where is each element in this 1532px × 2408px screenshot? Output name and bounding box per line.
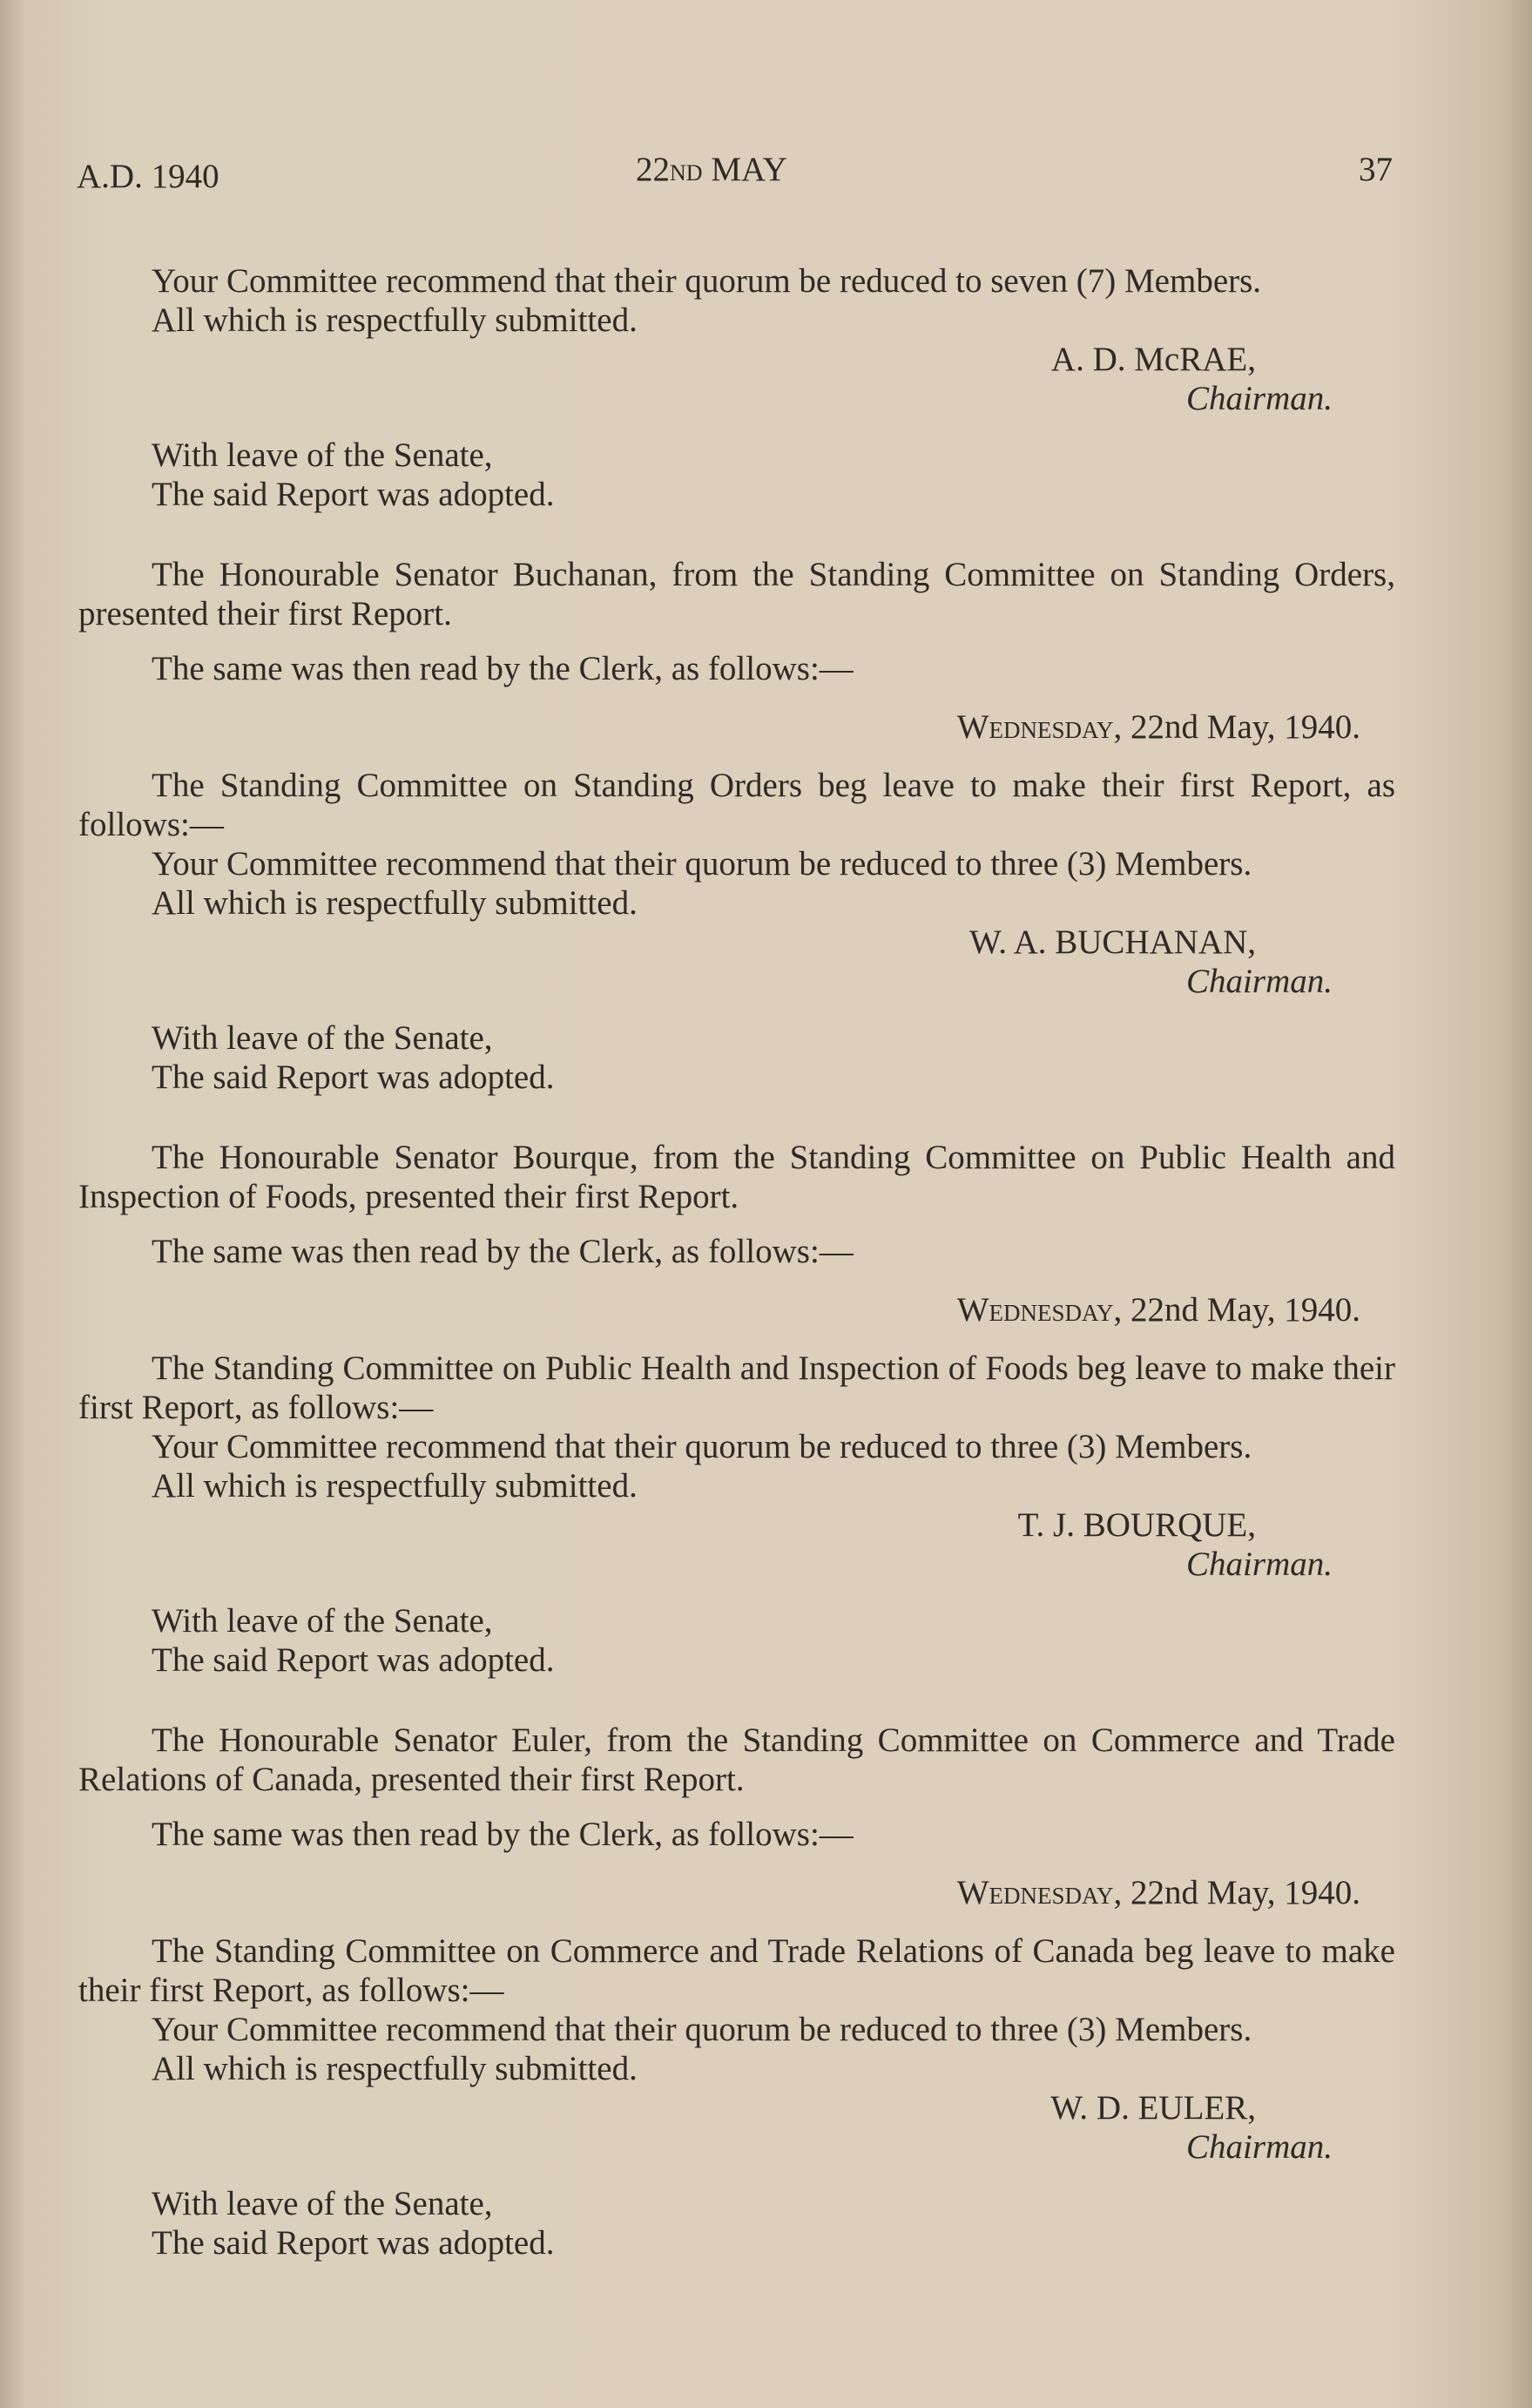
header-date xyxy=(636,150,787,189)
signer-role: Chairman. xyxy=(1186,380,1333,417)
submitted-line: All which is respectfully submitted. xyxy=(152,2050,638,2087)
adopted-line: The said Report was adopted. xyxy=(152,1641,555,1679)
header-date-month: MAY xyxy=(702,151,787,188)
signer-role: Chairman. xyxy=(1186,1546,1333,1583)
header-date-day: 22 xyxy=(636,151,670,188)
adopted-line: The said Report was adopted. xyxy=(152,1059,555,1096)
intro-paragraph: The Honourable Senator Buchanan, from the Standing Committee on Standing Orders, presented their first Report. xyxy=(78,556,1395,632)
leave-line: With leave of the Senate, xyxy=(152,2185,493,2222)
quorum-paragraph: Your Committee recommend that their quorum be reduced to seven (7) Members. xyxy=(152,262,1262,300)
report-paragraph: The Standing Committee on Standing Orders beg leave to make their first Report, as follows:— xyxy=(78,767,1395,843)
adopted-line: The said Report was adopted. xyxy=(152,2224,555,2262)
dateline-day: Wednesday, xyxy=(956,1291,1123,1329)
dateline-day: Wednesday, xyxy=(956,708,1123,746)
header-date-suffix: ND xyxy=(670,160,703,186)
signer-name: W. D. EULER, xyxy=(1050,2089,1256,2127)
report-block-mcrae xyxy=(78,261,1395,514)
report-block-euler xyxy=(78,1721,1395,2263)
signer-role: Chairman. xyxy=(1186,2128,1333,2166)
report-paragraph: The Standing Committee on Public Health and Inspection of Foods beg leave to make their first Report, as follows:— xyxy=(78,1349,1395,1426)
submitted-line: All which is respectfully submitted. xyxy=(152,884,638,922)
read-line: The same was then read by the Clerk, as follows:— xyxy=(152,1233,854,1270)
signer-name: T. J. BOURQUE, xyxy=(1017,1506,1256,1544)
page-body xyxy=(78,261,1395,2263)
dateline-day: Wednesday, xyxy=(956,1874,1123,1911)
read-line: The same was then read by the Clerk, as follows:— xyxy=(152,1816,854,1853)
dateline-date: 22nd May, 1940. xyxy=(1122,708,1360,746)
intro-paragraph: The Honourable Senator Bourque, from the Standing Committee on Public Health and Inspection of Foods, presented their first Report. xyxy=(78,1139,1395,1215)
header-year: A.D. 1940 xyxy=(77,158,219,195)
dateline-date: 22nd May, 1940. xyxy=(1122,1291,1360,1329)
leave-line: With leave of the Senate, xyxy=(152,1602,493,1640)
page-header xyxy=(77,150,1393,193)
signer-name: A. D. McRAE, xyxy=(1050,341,1256,378)
quorum-paragraph: Your Committee recommend that their quorum be reduced to three (3) Members. xyxy=(152,1428,1252,1465)
adopted-line: The said Report was adopted. xyxy=(152,476,555,513)
leave-line: With leave of the Senate, xyxy=(152,1019,493,1057)
signer-role: Chairman. xyxy=(1186,963,1333,1000)
submitted-line: All which is respectfully submitted. xyxy=(152,301,638,339)
signer-name: W. A. BUCHANAN, xyxy=(968,923,1256,961)
intro-paragraph: The Honourable Senator Euler, from the Standing Committee on Commerce and Trade Relations of Canada, presented their first Report. xyxy=(78,1721,1395,1798)
report-dateline xyxy=(78,707,1395,747)
report-dateline xyxy=(78,1290,1395,1329)
quorum-paragraph: Your Committee recommend that their quorum be reduced to three (3) Members. xyxy=(152,2011,1252,2048)
report-dateline xyxy=(78,1873,1395,1912)
report-block-bourque xyxy=(78,1138,1395,1680)
page-number: 37 xyxy=(1359,151,1393,188)
report-block-buchanan xyxy=(78,555,1395,1097)
dateline-date: 22nd May, 1940. xyxy=(1122,1874,1360,1911)
report-paragraph: The Standing Committee on Commerce and Trade Relations of Canada beg leave to make their first Report, as follows:— xyxy=(78,1932,1395,2009)
submitted-line: All which is respectfully submitted. xyxy=(152,1467,638,1505)
read-line: The same was then read by the Clerk, as follows:— xyxy=(152,650,854,687)
quorum-paragraph: Your Committee recommend that their quorum be reduced to three (3) Members. xyxy=(152,845,1252,883)
leave-line: With leave of the Senate, xyxy=(152,436,493,474)
